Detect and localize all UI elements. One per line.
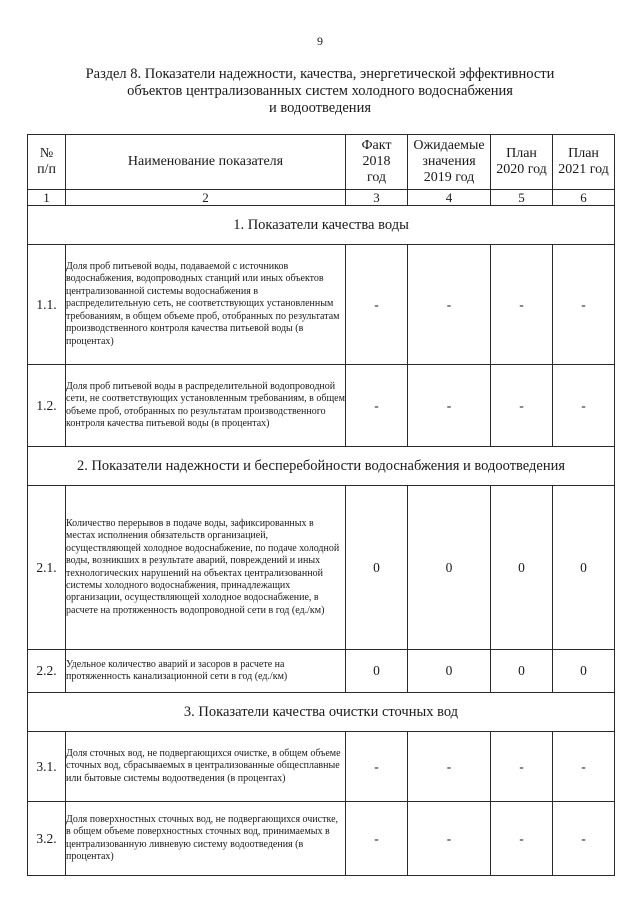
group-header-row <box>28 693 615 732</box>
header-plan-2021: План 2021 год <box>553 135 615 190</box>
section-title <box>40 66 600 117</box>
row-number: 3.1. <box>28 732 66 802</box>
group-title: 2. Показатели надежности и бесперебойности водоснабжения и водоотведения <box>28 447 615 486</box>
indicator-name: Удельное количество аварий и засоров в расчете на протяженность канализационной сети в год (ед./км) <box>66 650 346 693</box>
value-plan-2020: - <box>491 365 553 447</box>
indicator-name: Доля сточных вод, не подвергающихся очистке, в общем объеме сточных вод, сбрасываемых в централизованные общесплавные или бытовые системы водоотведения (в процентах) <box>66 732 346 802</box>
value-plan-2020: - <box>491 802 553 876</box>
header-plan-2020: План 2020 год <box>491 135 553 190</box>
column-number: 4 <box>408 190 491 206</box>
value-plan-2021: - <box>553 802 615 876</box>
page-number: 9 <box>317 34 323 48</box>
value-fact-2018: - <box>346 365 408 447</box>
header-name: Наименование показателя <box>66 135 346 190</box>
value-expected-2019: - <box>408 365 491 447</box>
value-plan-2021: - <box>553 365 615 447</box>
group-header-row <box>28 206 615 245</box>
value-plan-2020: - <box>491 245 553 365</box>
table-row <box>28 802 615 876</box>
row-number: 2.2. <box>28 650 66 693</box>
column-number: 2 <box>66 190 346 206</box>
value-fact-2018: - <box>346 802 408 876</box>
value-plan-2021: 0 <box>553 650 615 693</box>
column-number: 6 <box>553 190 615 206</box>
value-plan-2020: 0 <box>491 486 553 650</box>
value-expected-2019: 0 <box>408 650 491 693</box>
column-number: 3 <box>346 190 408 206</box>
indicators-table <box>27 134 615 876</box>
column-number: 5 <box>491 190 553 206</box>
table-row <box>28 486 615 650</box>
table-header-row <box>28 135 615 190</box>
row-number: 2.1. <box>28 486 66 650</box>
table-row <box>28 365 615 447</box>
section-title-line-2: объектов централизованных систем холодного водоснабжения <box>127 83 513 99</box>
value-plan-2021: - <box>553 245 615 365</box>
value-plan-2021: - <box>553 732 615 802</box>
section-title-line-1: Раздел 8. Показатели надежности, качества, энергетической эффективности <box>85 66 555 82</box>
value-fact-2018: 0 <box>346 650 408 693</box>
table-row <box>28 245 615 365</box>
row-number: 3.2. <box>28 802 66 876</box>
value-fact-2018: - <box>346 245 408 365</box>
table-row <box>28 650 615 693</box>
row-number: 1.2. <box>28 365 66 447</box>
section-title-line-3: и водоотведения <box>269 100 371 116</box>
value-expected-2019: 0 <box>408 486 491 650</box>
table-row <box>28 732 615 802</box>
group-header-row <box>28 447 615 486</box>
group-title: 3. Показатели качества очистки сточных вод <box>28 693 615 732</box>
value-plan-2021: 0 <box>553 486 615 650</box>
header-expected-2019: Ожидаемые значения 2019 год <box>408 135 491 190</box>
row-number: 1.1. <box>28 245 66 365</box>
group-title: 1. Показатели качества воды <box>28 206 615 245</box>
indicator-name: Доля проб питьевой воды в распределительной водопроводной сети, не соответствующих установленным требованиям, в общем объеме проб, отобранных по результатам производственного контроля качества питьевой воды (в процентах) <box>66 365 346 447</box>
column-number: 1 <box>28 190 66 206</box>
indicator-name: Доля поверхностных сточных вод, не подвергающихся очистке, в общем объеме поверхностных сточных вод, принимаемых в централизованную ливневую систему водоотведения (в процентах) <box>66 802 346 876</box>
value-plan-2020: 0 <box>491 650 553 693</box>
header-fact-2018: Факт 2018 год <box>346 135 408 190</box>
value-plan-2020: - <box>491 732 553 802</box>
value-fact-2018: - <box>346 732 408 802</box>
value-expected-2019: - <box>408 732 491 802</box>
indicator-name: Доля проб питьевой воды, подаваемой с источников водоснабжения, водопроводных станций или иных объектов централизованной системы водоснабжения в распределительную сеть, не соответствующих установленным требованиям, в общем объеме проб, отобранных по результатам производственного контроля качества питьевой воды (в процентах) <box>66 245 346 365</box>
indicator-name: Количество перерывов в подаче воды, зафиксированных в местах исполнения обязательств организацией, осуществляющей холодное водоснабжение, по подаче холодной воды, возникших в результате аварий, повреждений и иных технологических нарушений на объектах централизованной системы холодного водоснабжения, принадлежащих организации, осуществляющей холодное водоснабжение, в расчете на протяженность водопроводной сети в год (ед./км) <box>66 486 346 650</box>
column-number-row <box>28 190 615 206</box>
value-expected-2019: - <box>408 802 491 876</box>
value-fact-2018: 0 <box>346 486 408 650</box>
value-expected-2019: - <box>408 245 491 365</box>
header-num: № п/п <box>28 135 66 190</box>
